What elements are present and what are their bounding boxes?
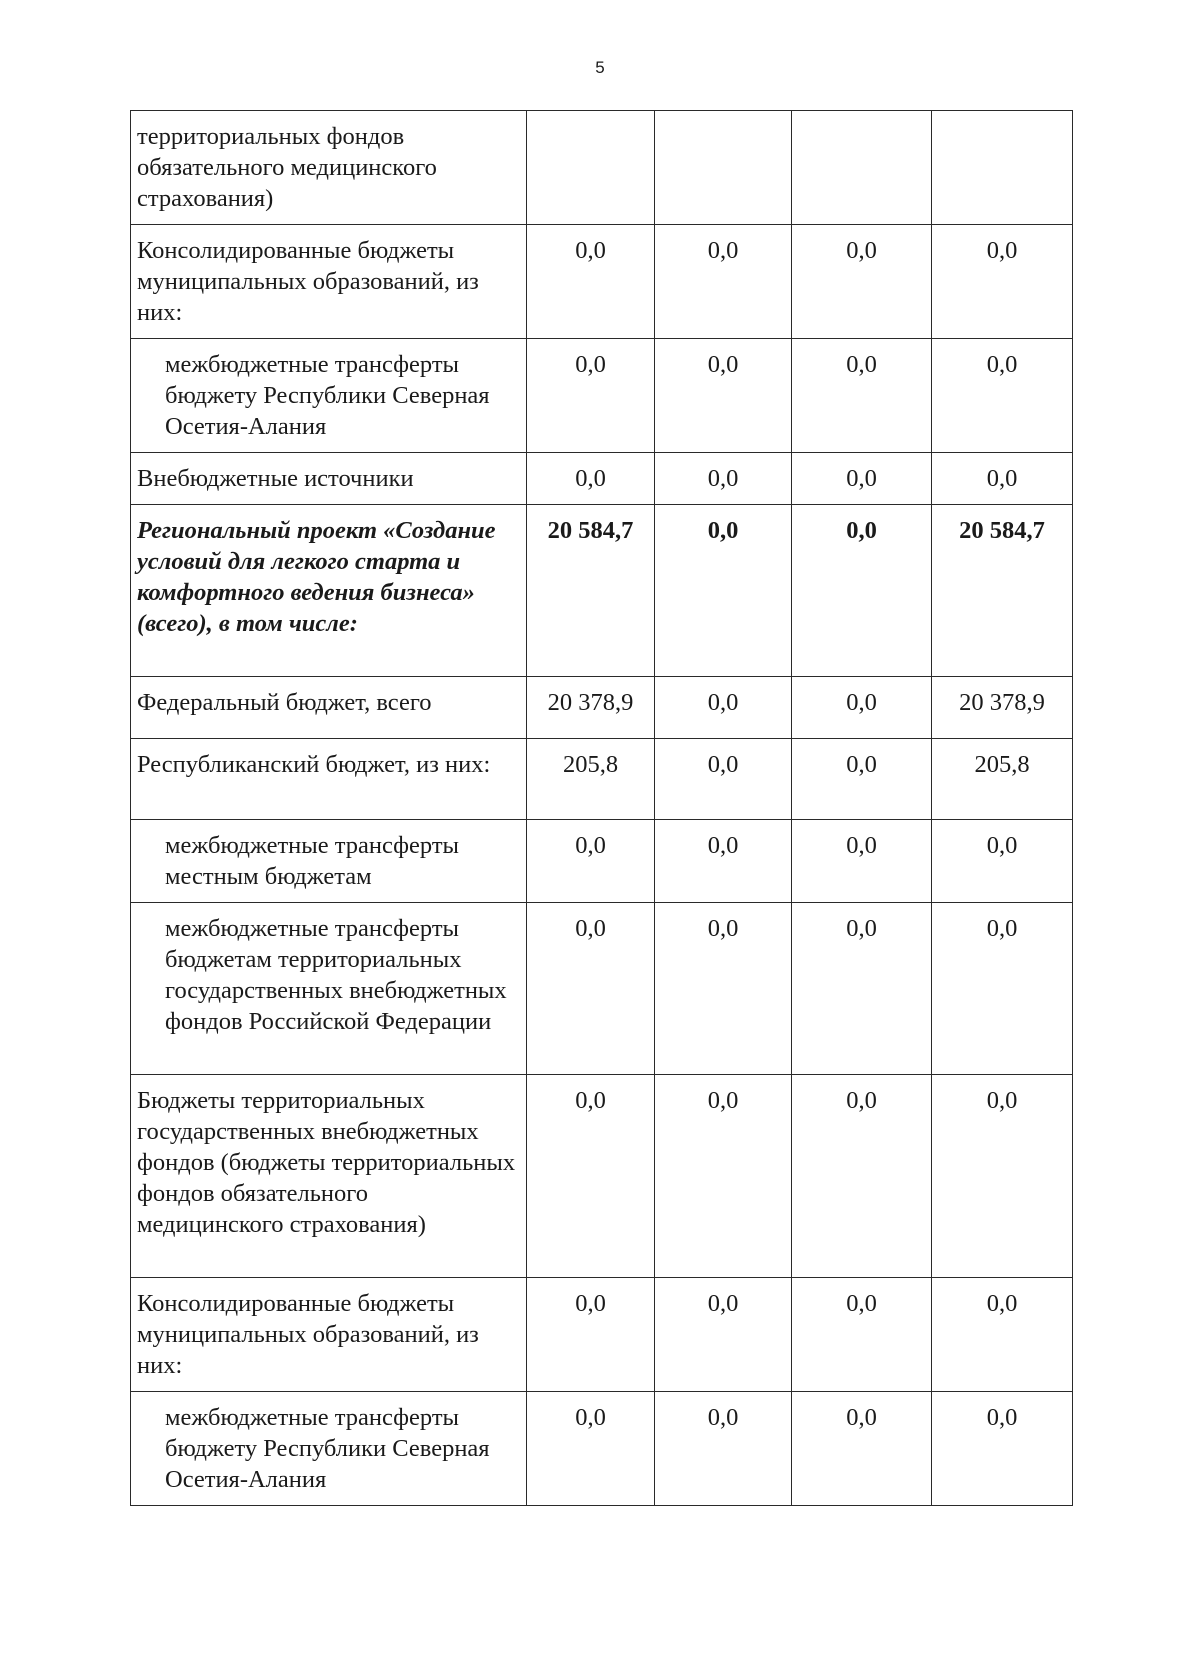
table-row <box>131 1075 1073 1278</box>
value-cell: 0,0 <box>792 1075 932 1278</box>
value-cell <box>655 111 792 225</box>
page-number: 5 <box>595 58 605 77</box>
value-cell: 205,8 <box>932 739 1073 820</box>
value-cell: 0,0 <box>932 339 1073 453</box>
value-cell: 205,8 <box>527 739 655 820</box>
value-cell: 0,0 <box>792 505 932 677</box>
value-cell: 0,0 <box>527 225 655 339</box>
value-cell: 20 378,9 <box>527 677 655 739</box>
row-label: межбюджетные трансферты бюджету Республики Северная Осетия-Алания <box>131 1392 527 1506</box>
value-cell: 0,0 <box>792 1278 932 1392</box>
table-row <box>131 677 1073 739</box>
value-cell: 20 378,9 <box>932 677 1073 739</box>
table-row <box>131 111 1073 225</box>
value-cell: 0,0 <box>792 225 932 339</box>
value-cell: 0,0 <box>655 453 792 505</box>
value-cell: 0,0 <box>655 225 792 339</box>
value-cell: 0,0 <box>655 1392 792 1506</box>
value-cell: 0,0 <box>792 677 932 739</box>
value-cell: 0,0 <box>932 820 1073 903</box>
row-label: межбюджетные трансферты бюджетам территориальных государственных внебюджетных фондов Российской Федерации <box>131 903 527 1075</box>
value-cell: 0,0 <box>655 1075 792 1278</box>
value-cell: 0,0 <box>792 739 932 820</box>
value-cell: 20 584,7 <box>527 505 655 677</box>
value-cell: 0,0 <box>655 677 792 739</box>
value-cell: 0,0 <box>527 1392 655 1506</box>
table-row <box>131 339 1073 453</box>
value-cell: 0,0 <box>792 820 932 903</box>
table-row <box>131 505 1073 677</box>
value-cell: 0,0 <box>655 739 792 820</box>
value-cell: 0,0 <box>655 339 792 453</box>
value-cell: 0,0 <box>792 453 932 505</box>
value-cell: 20 584,7 <box>932 505 1073 677</box>
value-cell <box>527 111 655 225</box>
value-cell: 0,0 <box>932 225 1073 339</box>
row-label: Региональный проект «Создание условий для легкого старта и комфортного ведения бизнеса» (всего), в том числе: <box>131 505 527 677</box>
value-cell: 0,0 <box>932 903 1073 1075</box>
value-cell: 0,0 <box>792 1392 932 1506</box>
row-label: Бюджеты территориальных государственных внебюджетных фондов (бюджеты территориальных фондов обязательного медицинского страхования) <box>131 1075 527 1278</box>
value-cell <box>792 111 932 225</box>
table-row <box>131 820 1073 903</box>
row-label: территориальных фондов обязательного медицинского страхования) <box>131 111 527 225</box>
value-cell: 0,0 <box>655 820 792 903</box>
value-cell: 0,0 <box>527 903 655 1075</box>
table-row <box>131 903 1073 1075</box>
value-cell: 0,0 <box>527 339 655 453</box>
row-label: Внебюджетные источники <box>131 453 527 505</box>
value-cell: 0,0 <box>792 903 932 1075</box>
row-label: Федеральный бюджет, всего <box>131 677 527 739</box>
table-row <box>131 1392 1073 1506</box>
value-cell: 0,0 <box>527 1278 655 1392</box>
value-cell: 0,0 <box>655 1278 792 1392</box>
row-label: межбюджетные трансферты местным бюджетам <box>131 820 527 903</box>
table-row <box>131 1278 1073 1392</box>
table-row <box>131 225 1073 339</box>
row-label: межбюджетные трансферты бюджету Республики Северная Осетия-Алания <box>131 339 527 453</box>
value-cell: 0,0 <box>932 1392 1073 1506</box>
row-label: Консолидированные бюджеты муниципальных образований, из них: <box>131 1278 527 1392</box>
table-row <box>131 453 1073 505</box>
budget-table <box>130 110 1073 1506</box>
value-cell: 0,0 <box>932 1075 1073 1278</box>
value-cell: 0,0 <box>932 453 1073 505</box>
table-row <box>131 739 1073 820</box>
value-cell: 0,0 <box>932 1278 1073 1392</box>
value-cell: 0,0 <box>527 820 655 903</box>
value-cell <box>932 111 1073 225</box>
value-cell: 0,0 <box>527 1075 655 1278</box>
budget-table-body <box>131 111 1073 1506</box>
value-cell: 0,0 <box>527 453 655 505</box>
value-cell: 0,0 <box>792 339 932 453</box>
row-label: Консолидированные бюджеты муниципальных образований, из них: <box>131 225 527 339</box>
value-cell: 0,0 <box>655 903 792 1075</box>
value-cell: 0,0 <box>655 505 792 677</box>
row-label: Республиканский бюджет, из них: <box>131 739 527 820</box>
